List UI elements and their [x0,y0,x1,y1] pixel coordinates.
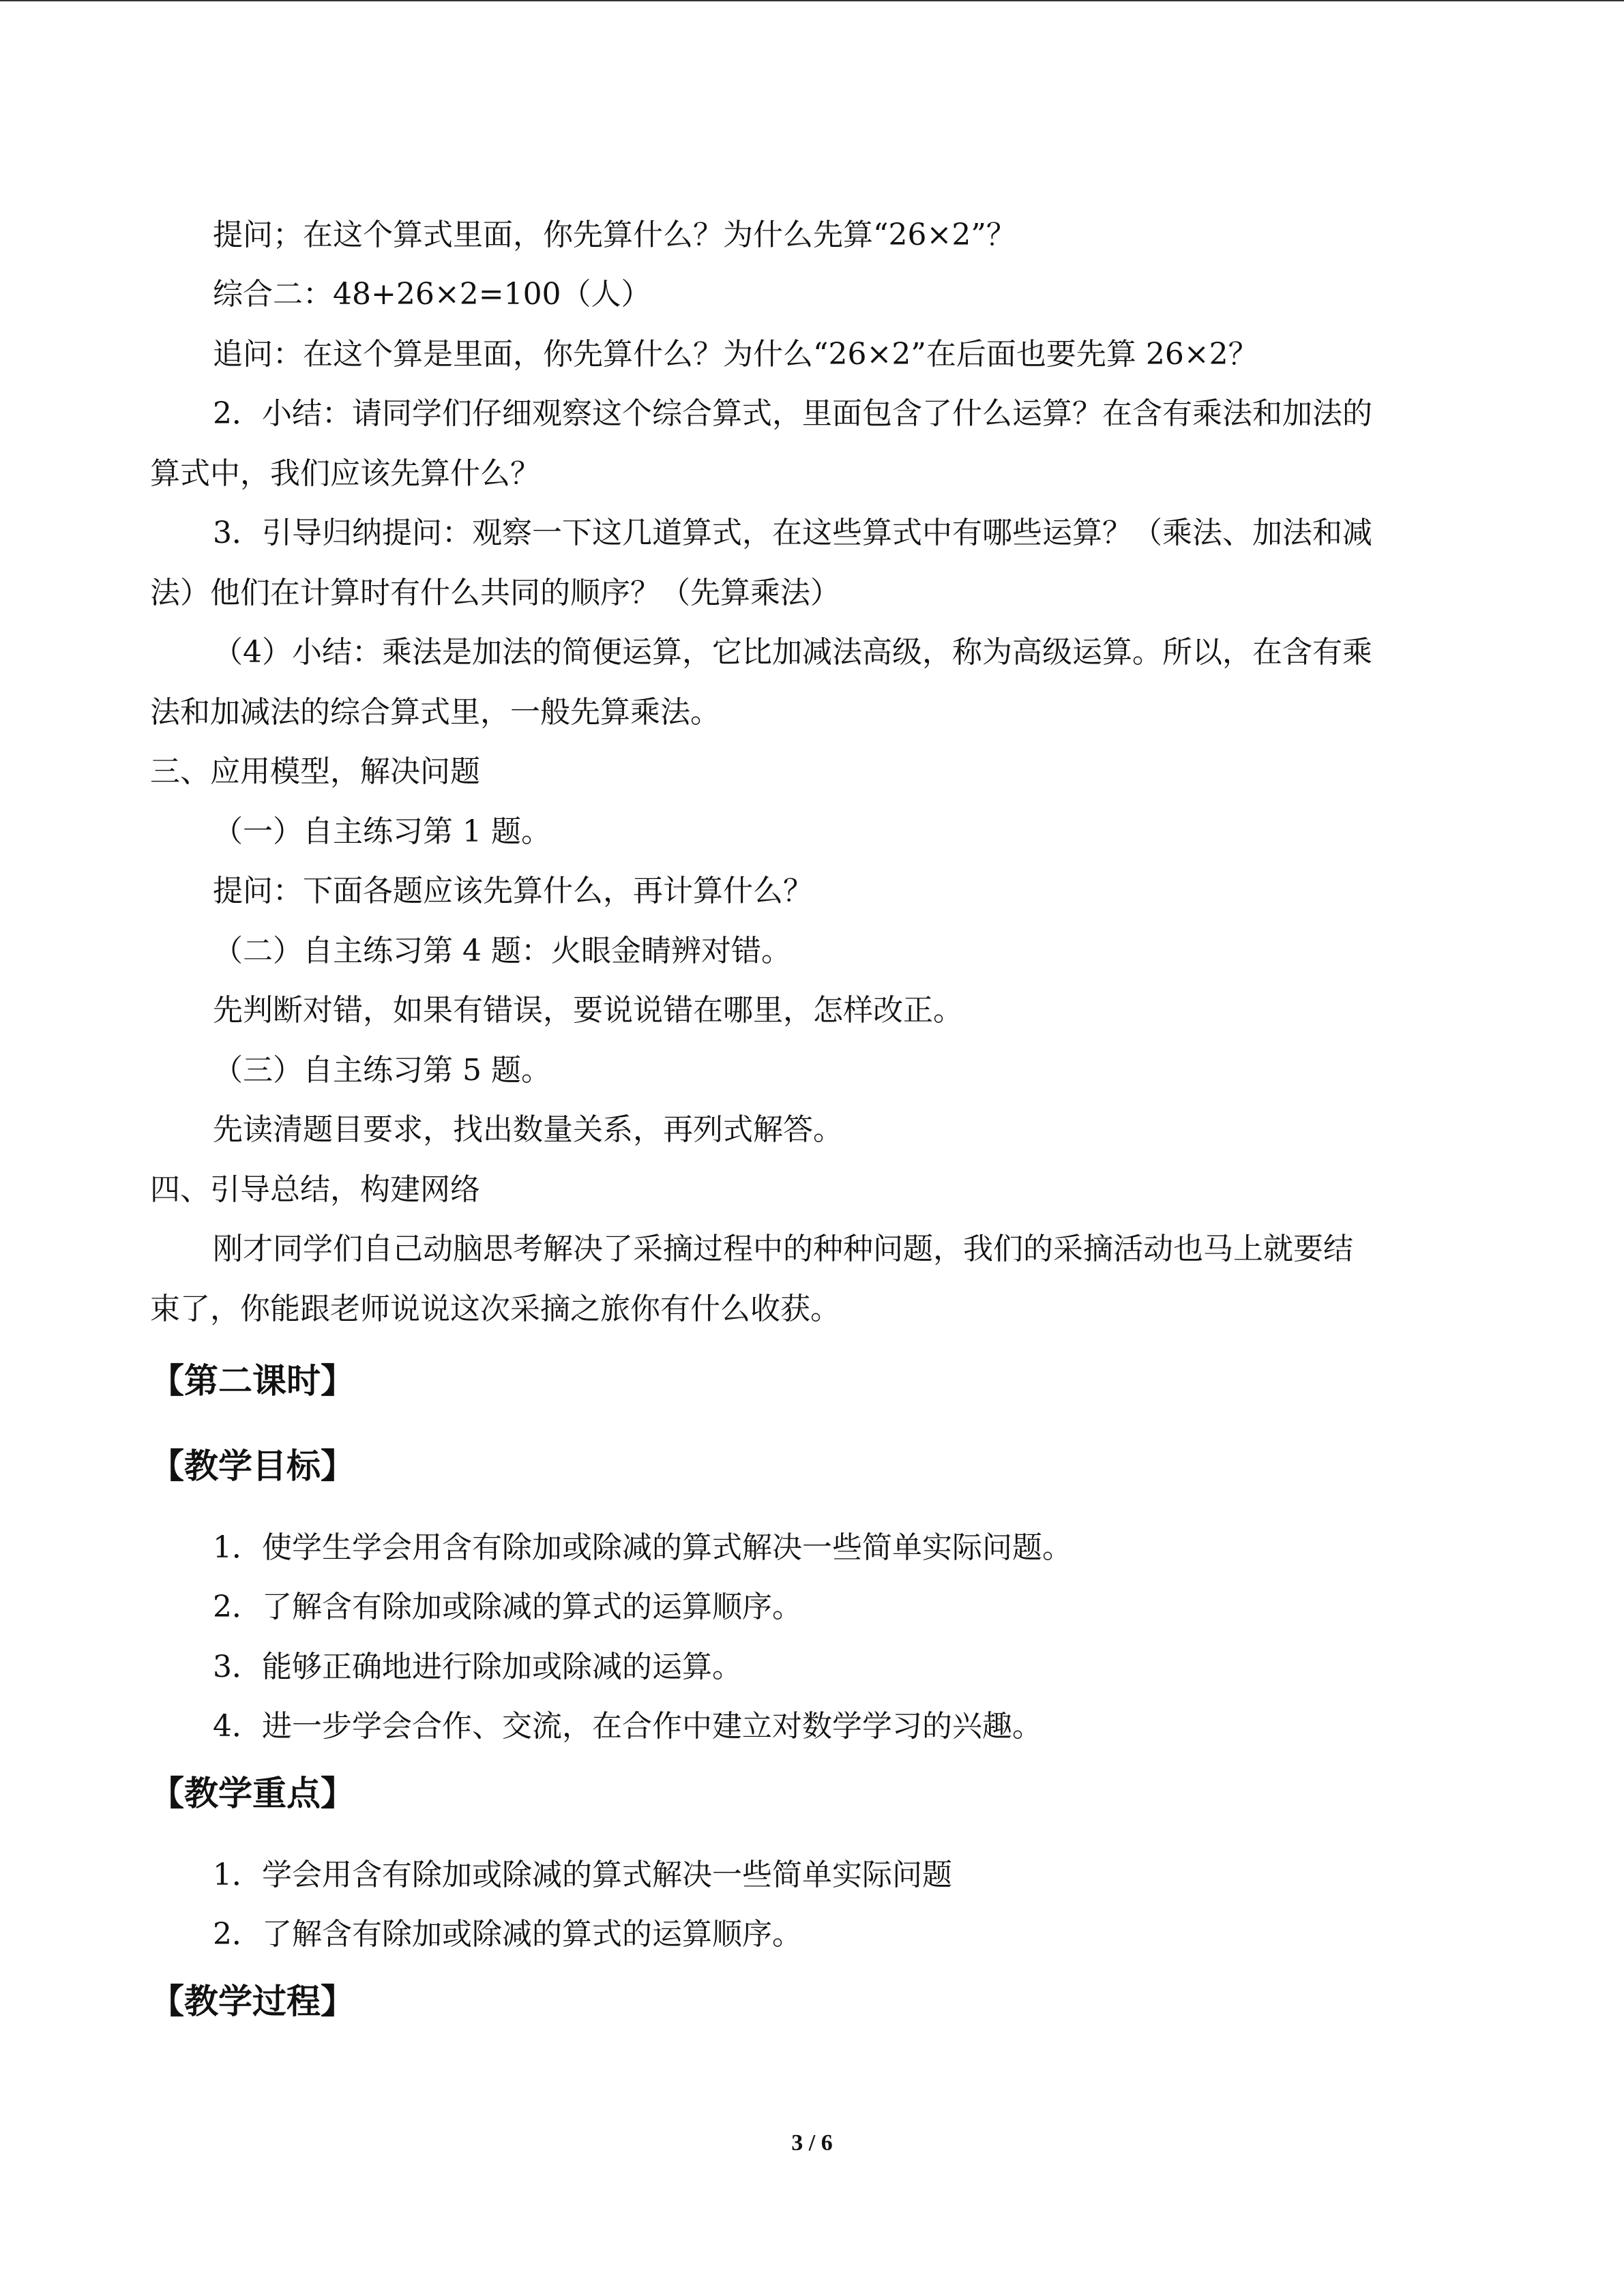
body-line: 追问：在这个算是里面，你先算什么？为什么“26×2”在后面也要先算 26×2？ [213,337,1258,372]
body-line: （一）自主练习第 1 题。 [213,814,551,849]
goal-item: 2．了解含有除加或除减的算式的运算顺序。 [213,1590,802,1624]
heading-key-points: 【教学重点】 [150,1774,355,1813]
body-line: 综合二：48+26×2=100（人） [213,277,651,312]
heading-lesson-two: 【第二课时】 [150,1361,355,1401]
top-border [0,0,1624,1]
body-line: 先读清题目要求，找出数量关系，再列式解答。 [213,1112,843,1147]
body-line: （三）自主练习第 5 题。 [213,1053,551,1088]
heading-teaching-goals: 【教学目标】 [150,1446,355,1486]
keypoint-item: 1．学会用含有除加或除减的算式解决一些简单实际问题 [213,1858,952,1892]
body-line: 刚才同学们自己动脑思考解决了采摘过程中的种种问题，我们的采摘活动也马上就要结 [213,1232,1353,1266]
body-line: 法）他们在计算时有什么共同的顺序？（先算乘法） [150,576,840,610]
body-line: 束了，你能跟老师说说这次采摘之旅你有什么收获。 [150,1292,840,1326]
keypoint-item: 2．了解含有除加或除减的算式的运算顺序。 [213,1917,802,1952]
body-line: 算式中，我们应该先算什么？ [150,456,540,491]
heading-teaching-process: 【教学过程】 [150,1982,355,2021]
section-heading: 三、应用模型，解决问题 [150,754,480,789]
body-line: 提问：下面各题应该先算什么，再计算什么？ [213,874,813,908]
goal-item: 3．能够正确地进行除加或除减的运算。 [213,1650,742,1684]
goal-item: 4．进一步学会合作、交流，在合作中建立对数学学习的兴趣。 [213,1709,1042,1744]
body-line: 2．小结：请同学们仔细观察这个综合算式，里面包含了什么运算？在含有乘法和加法的 [213,396,1372,431]
body-line: 法和加减法的综合算式里，一般先算乘法。 [150,695,720,730]
goal-item: 1．使学生学会用含有除加或除减的算式解决一些简单实际问题。 [213,1530,1072,1565]
body-line: 提问；在这个算式里面，你先算什么？为什么先算“26×2”？ [213,218,1016,252]
body-line: 先判断对错，如果有错误，要说说错在哪里，怎样改正。 [213,993,963,1028]
body-line: （4）小结：乘法是加法的简便运算，它比加减法高级，称为高级运算。所以，在含有乘 [213,635,1372,670]
body-line: （二）自主练习第 4 题：火眼金睛辨对错。 [213,934,791,968]
body-line: 3．引导归纳提问：观察一下这几道算式，在这些算式中有哪些运算？（乘法、加法和减 [213,516,1372,550]
page-number: 3 / 6 [791,2130,833,2156]
section-heading: 四、引导总结，构建网络 [150,1172,480,1207]
